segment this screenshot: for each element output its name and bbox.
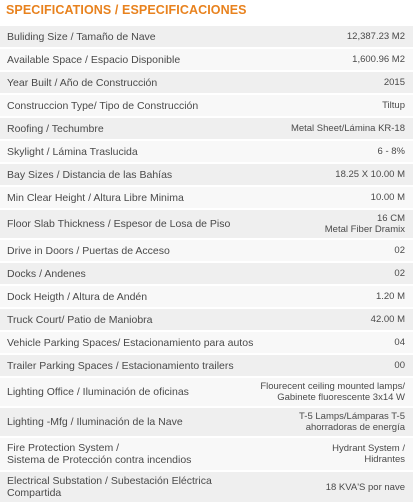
specifications-table <box>0 26 413 504</box>
spec-label: Min Clear Height / Altura Libre Minima <box>7 191 184 204</box>
spec-label: Buliding Size / Tamaño de Nave <box>7 30 156 43</box>
spec-value <box>299 411 405 433</box>
spec-row-lighting-office <box>0 378 413 408</box>
spec-row-construction-type <box>0 95 413 118</box>
spec-label: Trailer Parking Spaces / Estacionamiento trailers <box>7 359 234 372</box>
spec-row-truck-court <box>0 309 413 332</box>
spec-label <box>7 442 191 466</box>
spec-value: 02 <box>394 268 405 279</box>
spec-label: Lighting Office / Iluminación de oficinas <box>7 386 189 398</box>
spec-value-line: T-5 Lamps/Lámparas T-5 <box>299 411 405 422</box>
spec-row-available-space <box>0 49 413 72</box>
spec-row-min-clear-height <box>0 187 413 210</box>
spec-value <box>260 381 405 403</box>
spec-label: Year Built / Año de Construcción <box>7 76 158 89</box>
spec-label-line: Sistema de Protección contra incendios <box>7 454 192 466</box>
spec-value: 18.25 X 10.00 M <box>335 169 405 180</box>
spec-label: Skylight / Lámina Traslucida <box>7 145 138 158</box>
spec-row-fire-protection <box>0 438 413 472</box>
spec-row-dock-height <box>0 286 413 309</box>
spec-label-line: Fire Protection System / <box>7 442 120 454</box>
section-title: SPECIFICATIONS / ESPECIFICACIONES <box>6 3 247 17</box>
spec-value: 2015 <box>383 77 405 88</box>
spec-value-line: ahorradoras de energía <box>305 422 405 433</box>
spec-value <box>332 443 405 465</box>
spec-label: Lighting -Mfg / Iluminación de la Nave <box>7 416 183 428</box>
spec-row-skylight <box>0 141 413 164</box>
spec-value: 12,387.23 M2 <box>346 31 405 42</box>
header-bar <box>0 0 413 23</box>
spec-value: Tiltup <box>382 100 405 111</box>
spec-value-line: Metal Fiber Dramix <box>324 224 405 235</box>
spec-row-docks <box>0 263 413 286</box>
spec-row-trailer-parking <box>0 355 413 378</box>
spec-value: 1,600.96 M2 <box>352 54 405 65</box>
spec-value: Metal Sheet/Lámina KR-18 <box>290 123 405 134</box>
spec-value-line: Gabinete fluorescente 3x14 W <box>277 392 405 403</box>
spec-row-drive-in-doors <box>0 240 413 263</box>
spec-label: Drive in Doors / Puertas de Acceso <box>7 244 170 257</box>
spec-label: Available Space / Espacio Disponible <box>7 53 181 66</box>
spec-row-building-size <box>0 26 413 49</box>
spec-value: 1.20 M <box>375 291 405 302</box>
spec-label: Docks / Andenes <box>7 267 86 280</box>
spec-label <box>7 475 212 499</box>
spec-label: Floor Slab Thickness / Espesor de Losa de Piso <box>7 218 231 230</box>
spec-row-roofing <box>0 118 413 141</box>
spec-label: Truck Court/ Patio de Maniobra <box>7 313 153 326</box>
spec-value-line: Hidrantes <box>364 454 405 465</box>
spec-row-year-built <box>0 72 413 95</box>
spec-value: 04 <box>394 337 405 348</box>
spec-label: Dock Heigth / Altura de Andén <box>7 290 148 303</box>
spec-value: 10.00 M <box>370 192 405 203</box>
spec-value: 18 KVA'S por nave <box>325 481 405 493</box>
spec-value-line: Hydrant System / <box>332 443 405 454</box>
spec-value: 00 <box>394 360 405 371</box>
spec-label-line: Compartida <box>7 487 62 499</box>
spec-label: Vehicle Parking Spaces/ Estacionamiento para autos <box>7 336 254 349</box>
spec-value: 6 - 8% <box>377 146 405 157</box>
spec-label: Roofing / Techumbre <box>7 122 104 135</box>
spec-row-vehicle-parking <box>0 332 413 355</box>
spec-row-bay-sizes <box>0 164 413 187</box>
spec-row-floor-slab <box>0 210 413 240</box>
spec-row-electrical-substation <box>0 472 413 504</box>
spec-value-line: Flourecent ceiling mounted lamps/ <box>260 381 405 392</box>
spec-row-lighting-mfg <box>0 408 413 438</box>
spec-value-line: 16 CM <box>377 213 405 224</box>
spec-value <box>325 213 405 235</box>
spec-label: Construccion Type/ Tipo de Construcción <box>7 99 199 112</box>
spec-value: 42.00 M <box>370 314 405 325</box>
spec-label-line: Electrical Substation / Subestación Eléctrica <box>7 475 212 487</box>
spec-label: Bay Sizes / Distancia de las Bahías <box>7 168 173 181</box>
spec-value: 02 <box>394 245 405 256</box>
